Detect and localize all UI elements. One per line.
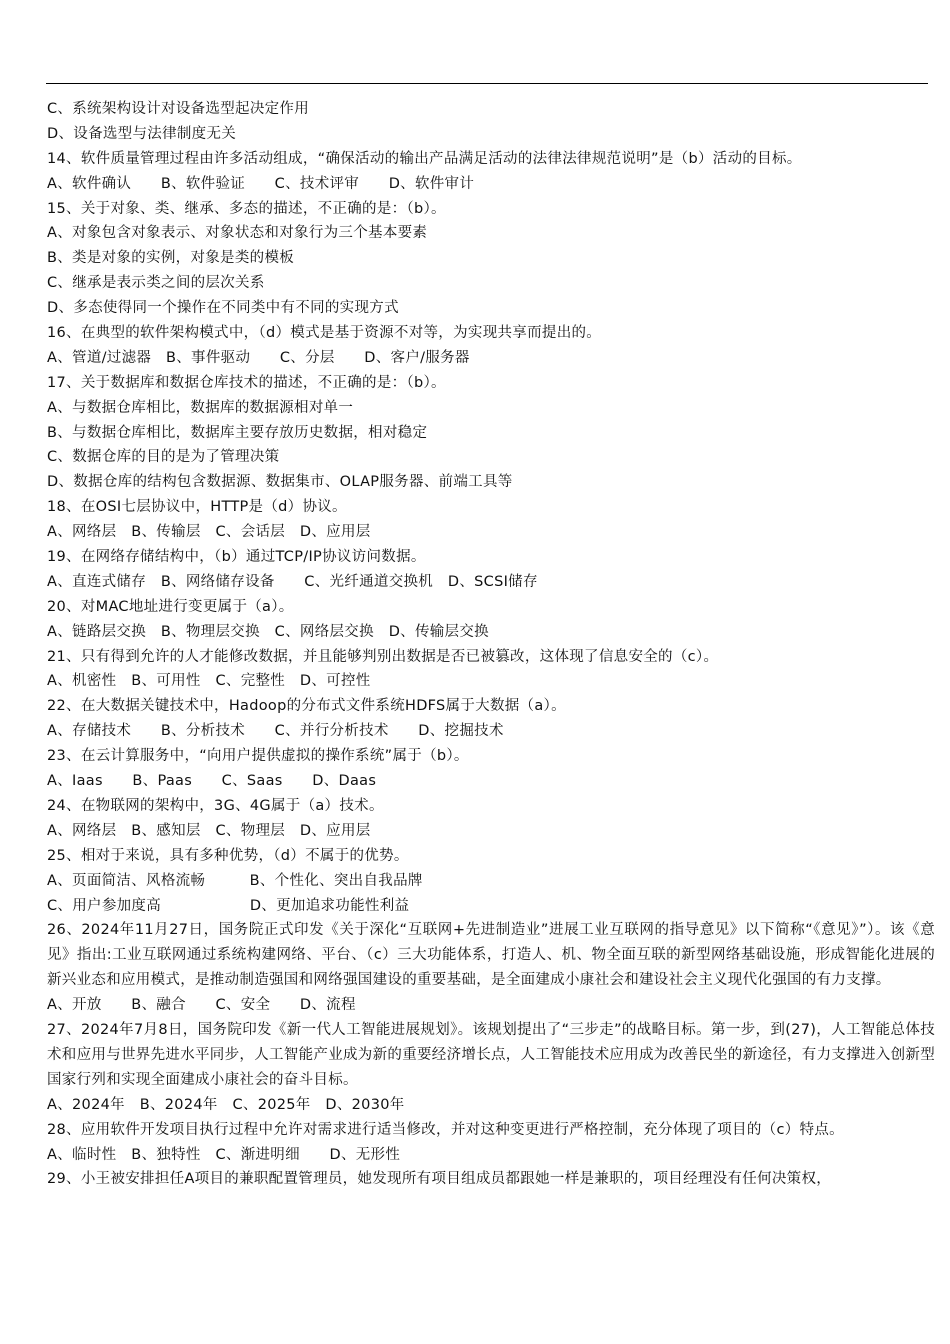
question-24: 24、在物联网的架构中，3G、4G属于（a）技术。 [47,797,384,814]
text-line: D、设备选型与法律制度无关 [47,125,237,142]
options-22: A、存储技术 B、分析技术 C、并行分析技术 D、挖掘技术 [47,723,504,740]
header-rule [46,83,928,84]
question-16: 16、在典型的软件架构模式中，（d）模式是基于资源不对等，为实现共享而提出的。 [47,325,602,342]
question-26: 26、2024年11月27日，国务院正式印发《关于深化“互联网+先进制造业”进展工业互联网的指导意见》以下简称“《意见》”）。该《意见》指出:工业互联网通过系统构建网络、平台、（c）三大功能体系，打造人、机、物全面互联的新型网络基础设施，形成智能化进展的新兴业态和应用模式，是推动制造强国和网络强国建设的重要基础，是全面建成小康社会和建设社会主义现代化强国的有力支撑。 [47,922,935,989]
question-17: 17、关于数据库和数据仓库技术的描述，不正确的是：（b）。 [47,374,446,391]
options-26: A、开放 B、融合 C、安全 D、流程 [47,997,356,1014]
question-23: 23、在云计算服务中，“向用户提供虚拟的操作系统”属于（b）。 [47,748,469,765]
option-line: A、与数据仓库相比，数据库的数据源相对单一 [47,399,354,416]
options-23: A、Iaas B、Paas C、Saas D、Daas [47,773,377,790]
options-24: A、网络层 B、感知层 C、物理层 D、应用层 [47,822,371,839]
options-25-ab: A、页面简洁、风格流畅 B、个性化、突出自我品牌 [47,872,423,889]
options-25-cd: C、用户参加度高 D、更加追求功能性利益 [47,897,410,914]
options-14: A、软件确认 B、软件验证 C、技术评审 D、软件审计 [47,175,475,192]
question-15: 15、关于对象、类、继承、多态的描述，不正确的是：（b）。 [47,200,446,217]
option-line: C、数据仓库的目的是为了管理决策 [47,449,280,466]
options-18: A、网络层 B、传输层 C、会话层 D、应用层 [47,524,371,541]
question-27: 27、2024年7月8日，国务院印发《新一代人工智能进展规划》。该规划提出了“三步走”的战略目标。第一步，到(27)，人工智能总体技术和应用与世界先进水平同步，人工智能产业成为新的重要经济增长点，人工智能技术应用成为改善民坐的新途径，有力支撑进入创新型国家行列和实现全面建成小康社会的奋斗目标。 [47,1022,935,1088]
options-19: A、直连式储存 B、网络储存设备 C、光纤通道交换机 D、SCSI储存 [47,573,538,590]
question-14: 14、软件质量管理过程由许多活动组成，“确保活动的输出产品满足活动的法律法律规范说明”是（b）活动的目标。 [47,150,802,167]
question-25: 25、相对于来说，具有多种优势，（d）不属于的优势。 [47,847,409,864]
document-body [47,97,935,1192]
question-29: 29、小王被安排担任A项目的兼职配置管理员，她发现所有项目组成员都跟她一样是兼职的，项目经理没有任何决策权， [47,1171,832,1188]
question-18: 18、在OSI七层协议中，HTTP是（d）协议。 [47,499,347,516]
option-line: B、类是对象的实例，对象是类的模板 [47,250,295,267]
question-21: 21、只有得到允许的人才能修改数据，并且能够判别出数据是否已被篡改，这体现了信息安全的（c）。 [47,648,719,665]
question-28: 28、应用软件开发项目执行过程中允许对需求进行适当修改，并对这种变更进行严格控制，充分体现了项目的（c）特点。 [47,1121,844,1138]
option-line: A、对象包含对象表示、对象状态和对象行为三个基本要素 [47,225,428,242]
question-19: 19、在网络存储结构中，（b）通过TCP/IP协议访问数据。 [47,549,426,566]
options-16: A、管道/过滤器 B、事件驱动 C、分层 D、客户/服务器 [47,349,470,366]
option-line: D、多态使得同一个操作在不同类中有不同的实现方式 [47,300,399,317]
option-line: C、继承是表示类之间的层次关系 [47,275,265,292]
options-28: A、临时性 B、独特性 C、渐进明细 D、无形性 [47,1146,401,1163]
options-27: A、2024年 B、2024年 C、2025年 D、2030年 [47,1096,405,1113]
question-20: 20、对MAC地址进行变更属于（a）。 [47,598,294,615]
option-line: B、与数据仓库相比，数据库主要存放历史数据，相对稳定 [47,424,428,441]
options-20: A、链路层交换 B、物理层交换 C、网络层交换 D、传输层交换 [47,623,489,640]
options-21: A、机密性 B、可用性 C、完整性 D、可控性 [47,673,371,690]
text-line: C、系统架构设计对设备选型起决定作用 [47,101,310,117]
question-22: 22、在大数据关键技术中，Hadoop的分布式文件系统HDFS属于大数据（a）。 [47,698,566,715]
option-line: D、数据仓库的结构包含数据源、数据集市、OLAP服务器、前端工具等 [47,474,513,491]
